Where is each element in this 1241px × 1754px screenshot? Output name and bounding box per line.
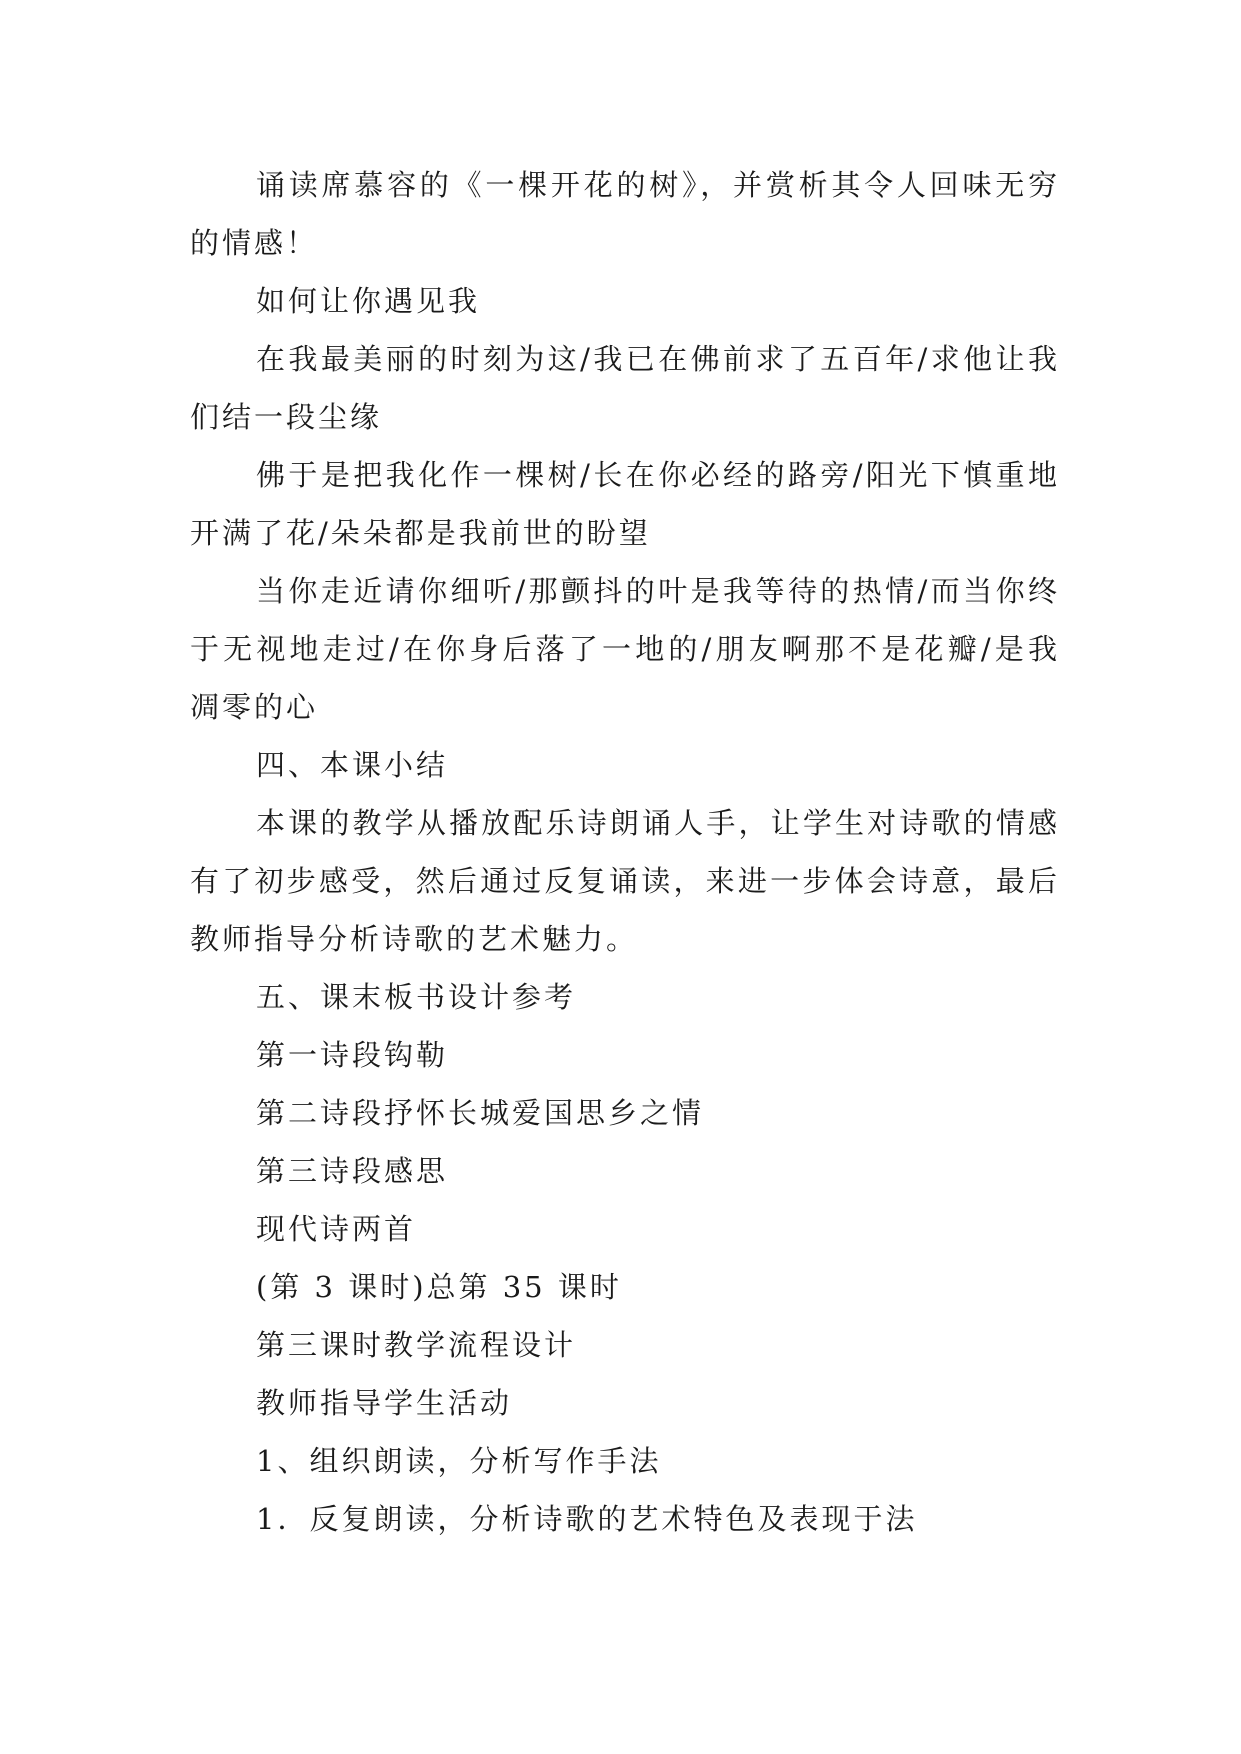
board-item-2: 第二诗段抒怀长城爱国思乡之情 bbox=[256, 1096, 705, 1130]
step-item-1: 1、组织朗读，分析写作手法 bbox=[256, 1444, 662, 1478]
section-heading-board: 五、课末板书设计参考 bbox=[256, 980, 577, 1014]
document-body bbox=[190, 156, 1060, 1548]
board-item-3: 第三诗段感思 bbox=[256, 1154, 449, 1188]
paragraph-intro: 诵读席慕容的《一棵开花的树》，并赏析其令人回味无穷的情感！ bbox=[190, 168, 1060, 260]
section-heading-summary: 四、本课小结 bbox=[256, 748, 449, 782]
lesson-period: (第 3 课时)总第 35 课时 bbox=[256, 1270, 622, 1304]
poem-line-1: 如何让你遇见我 bbox=[256, 284, 481, 318]
step-item-2: 1．反复朗读，分析诗歌的艺术特色及表现于法 bbox=[256, 1502, 918, 1536]
poem-stanza-3: 当你走近请你细听/那颤抖的叶是我等待的热情/而当你终于无视地走过/在你身后落了一地的/朋友啊那不是花瓣/是我凋零的心 bbox=[190, 574, 1060, 724]
poem-stanza-1: 在我最美丽的时刻为这/我已在佛前求了五百年/求他让我们结一段尘缘 bbox=[190, 342, 1060, 434]
board-item-1: 第一诗段钩勒 bbox=[256, 1038, 449, 1072]
flow-design-title: 第三课时教学流程设计 bbox=[256, 1328, 577, 1362]
poem-stanza-2: 佛于是把我化作一棵树/长在你必经的路旁/阳光下慎重地开满了花/朵朵都是我前世的盼望 bbox=[190, 458, 1060, 550]
paragraph-summary: 本课的教学从播放配乐诗朗诵人手，让学生对诗歌的情感有了初步感受，然后通过反复诵读，来进一步体会诗意，最后教师指导分析诗歌的艺术魅力。 bbox=[190, 806, 1060, 956]
teacher-guidance-heading: 教师指导学生活动 bbox=[256, 1386, 513, 1420]
lesson-title: 现代诗两首 bbox=[256, 1212, 417, 1246]
